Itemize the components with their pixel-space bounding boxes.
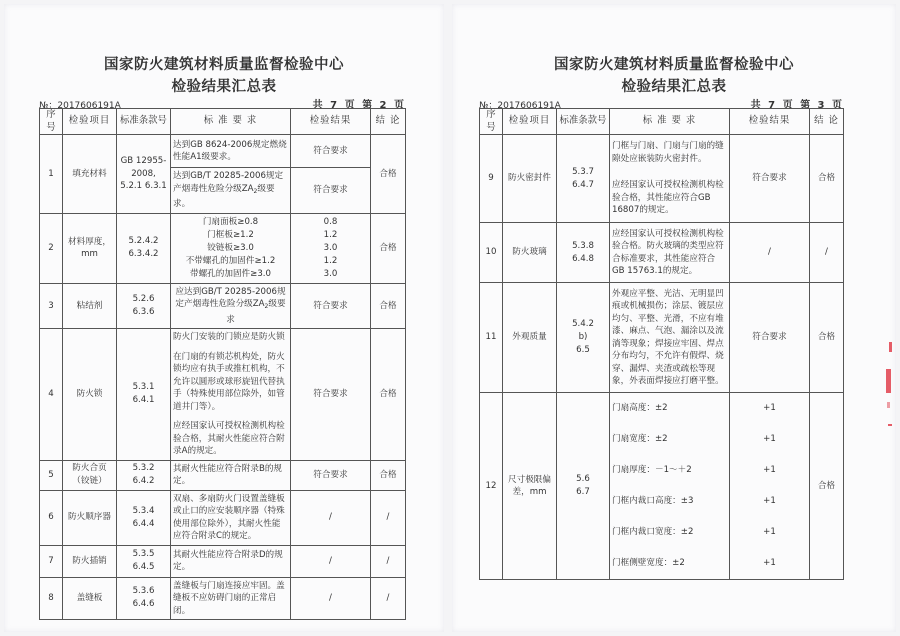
requirement-paragraph: 应经国家认可授权检测机构检验合格，其性能应符合GB 16807的规定。 bbox=[612, 180, 724, 216]
row-clause bbox=[117, 283, 171, 329]
report-page-3 bbox=[452, 4, 896, 632]
requirement-paragraph: 在门扇的有锁芯机构处，防火锁均应有执手或推杠机构，不允许以圆形或球形旋钮代替执手（特殊使用部位除外，如管道井门等）。 bbox=[173, 351, 285, 412]
row-item: 防火锁 bbox=[63, 329, 117, 461]
result-line: +1 bbox=[763, 434, 776, 444]
row-clause bbox=[557, 283, 610, 393]
clause-line: 6.5 bbox=[576, 345, 590, 355]
row-number: 1 bbox=[40, 135, 63, 214]
requirement-line: 门扇面板≥0.8 bbox=[202, 216, 259, 227]
row-item: 防火玻璃 bbox=[503, 223, 557, 283]
table-row bbox=[40, 213, 406, 283]
row-number: 9 bbox=[480, 135, 503, 223]
row-requirement bbox=[171, 283, 291, 329]
clause-line: 6.4.6 bbox=[132, 599, 155, 610]
row-conclusion: 合格 bbox=[371, 329, 406, 461]
row-item: 防火顺序器 bbox=[63, 490, 117, 545]
row-conclusion: 合格 bbox=[810, 283, 844, 393]
requirement-text: 达到GB/T 20285-2006规定产烟毒性危险分级ZA bbox=[173, 171, 284, 194]
row-item bbox=[63, 460, 117, 490]
row-conclusion: 合格 bbox=[810, 393, 844, 580]
row-requirement bbox=[610, 393, 730, 580]
row-item: 材料厚度，mm bbox=[63, 213, 117, 283]
row-conclusion: 合格 bbox=[371, 283, 406, 329]
row-requirement: 其耐火性能应符合附录D的规定。 bbox=[171, 545, 291, 577]
row-result: 符合要求 bbox=[291, 460, 371, 490]
row-conclusion: / bbox=[371, 577, 406, 620]
result-line: +1 bbox=[763, 496, 776, 506]
row-result: / bbox=[291, 545, 371, 577]
clause-line: 5.3.2 bbox=[132, 463, 155, 473]
requirement-paragraph: 门框与门扇、门扇与门扇的缝隙处应嵌装防火密封件。 bbox=[612, 141, 724, 164]
clause-line: 6.4.1 bbox=[132, 395, 155, 406]
row-number: 4 bbox=[40, 329, 63, 461]
clause-line: 5.3.4 bbox=[132, 505, 155, 516]
requirement-line: 门框内裁口宽度：±2 bbox=[612, 527, 694, 537]
row-clause bbox=[117, 490, 171, 545]
row-result: 符合要求 bbox=[291, 135, 371, 168]
row-item: 填充材料 bbox=[63, 135, 117, 214]
row-item: 防火密封件 bbox=[503, 135, 557, 223]
requirement-text: 级要求 bbox=[226, 299, 286, 325]
table-row bbox=[40, 283, 406, 329]
seal-fragment bbox=[889, 342, 892, 352]
page-info: 共 7 页 第 3 页 bbox=[750, 100, 844, 111]
requirement-line: 带螺孔的加固件≥3.0 bbox=[189, 268, 272, 279]
col-header-requirement: 标 准 要 求 bbox=[171, 109, 291, 135]
col-header-clause: 标准条款号 bbox=[557, 109, 610, 135]
clause-line: 5.2.6 bbox=[132, 293, 155, 304]
row-number: 12 bbox=[480, 393, 503, 580]
row-number: 8 bbox=[40, 577, 63, 620]
clause-line: 5.3.5 bbox=[132, 549, 155, 559]
seal-fragment bbox=[888, 424, 892, 426]
row-result: 符合要求 bbox=[291, 329, 371, 461]
row-result: / bbox=[730, 223, 810, 283]
page-info: 共 7 页 第 2 页 bbox=[312, 100, 406, 111]
row-requirement: 应经国家认可授权检测机构检验合格。防火玻璃的类型应符合标准要求，其性能应符合GB 15763.1的规定。 bbox=[610, 223, 730, 283]
table-row bbox=[40, 329, 406, 461]
requirement-line: 门扇厚度：－1～＋2 bbox=[612, 465, 692, 475]
result-line: 3.0 bbox=[323, 268, 338, 279]
requirement-line: 门扇高度：±2 bbox=[612, 403, 668, 413]
col-header-no: 序号 bbox=[40, 109, 63, 135]
table-row bbox=[480, 223, 844, 283]
report-number-value: 2017606191A bbox=[497, 101, 561, 111]
row-number: 11 bbox=[480, 283, 503, 393]
row-requirement bbox=[610, 135, 730, 223]
clause-line: 6.7 bbox=[576, 487, 590, 497]
row-result: / bbox=[291, 490, 371, 545]
clause-line: 5.2.4.2 bbox=[128, 236, 159, 246]
row-clause bbox=[117, 577, 171, 620]
col-header-requirement: 标 准 要 求 bbox=[610, 109, 730, 135]
requirement-line: 不带螺孔的加固件≥1.2 bbox=[185, 255, 276, 266]
doc-title: 检验结果汇总表 bbox=[621, 79, 727, 95]
row-requirement: 盖缝板与门扇连接应牢固。盖缝板不应妨碍门扇的正常启闭。 bbox=[171, 577, 291, 620]
item-line: 防火合页 bbox=[72, 463, 107, 473]
row-conclusion: / bbox=[371, 490, 406, 545]
row-result: 符合要求 bbox=[730, 135, 810, 223]
item-line: （铰链） bbox=[72, 476, 107, 486]
doc-title: 检验结果汇总表 bbox=[171, 79, 277, 95]
requirement-paragraph: 应经国家认可授权检测机构检验合格，其耐火性能应符合附录A的规定。 bbox=[173, 421, 285, 456]
row-requirement: 达到GB 8624-2006规定燃烧性能A1级要求。 bbox=[171, 135, 291, 168]
seal-fragment bbox=[886, 369, 891, 393]
row-conclusion: 合格 bbox=[810, 135, 844, 223]
clause-line: 6.4.2 bbox=[132, 476, 155, 486]
row-requirement: 双扇、多扇防火门设置盖缝板或止口的应安装顺序器（特殊使用部位除外），其耐火性能应符合附录C的规定。 bbox=[171, 490, 291, 545]
result-line: +1 bbox=[763, 465, 776, 475]
col-header-result: 检验结果 bbox=[291, 109, 371, 135]
row-requirement bbox=[171, 329, 291, 461]
row-conclusion: / bbox=[810, 223, 844, 283]
requirement-paragraph: 防火门安装的门锁应是防火锁 bbox=[173, 332, 285, 342]
table-row bbox=[40, 577, 406, 620]
report-number-value: 2017606191A bbox=[57, 101, 121, 111]
row-clause bbox=[117, 545, 171, 577]
requirement-text: 应达到GB/T 20285-2006规定产烟毒性危险分级ZA bbox=[175, 286, 286, 309]
col-header-item: 检验项目 bbox=[503, 109, 557, 135]
org-title: 国家防火建筑材料质量监督检验中心 bbox=[554, 57, 794, 73]
row-number: 3 bbox=[40, 283, 63, 329]
result-line: +1 bbox=[763, 558, 776, 568]
result-line: 3.0 bbox=[323, 242, 338, 253]
row-requirement bbox=[171, 168, 291, 214]
report-number-label: №： bbox=[479, 101, 498, 111]
clause-line: 6.4.7 bbox=[572, 179, 594, 190]
row-result bbox=[730, 393, 810, 580]
clause-line: 6.4.5 bbox=[132, 562, 155, 572]
results-table bbox=[479, 108, 844, 580]
clause-line: 6.3.6 bbox=[132, 306, 155, 317]
subscript: 2 bbox=[253, 187, 258, 195]
row-clause bbox=[557, 393, 610, 580]
row-result: 符合要求 bbox=[291, 168, 371, 214]
row-clause bbox=[117, 329, 171, 461]
row-conclusion: 合格 bbox=[371, 213, 406, 283]
table-header-row bbox=[40, 109, 406, 135]
row-result bbox=[291, 213, 371, 283]
row-clause bbox=[117, 460, 171, 490]
table-row bbox=[480, 393, 844, 580]
row-item: 粘结剂 bbox=[63, 283, 117, 329]
row-number: 2 bbox=[40, 213, 63, 283]
requirement-line: 门框板≥1.2 bbox=[207, 229, 254, 240]
clause-line: 5.3.8 bbox=[572, 240, 594, 251]
table-header-row bbox=[480, 109, 844, 135]
col-header-result: 检验结果 bbox=[730, 109, 810, 135]
table-row bbox=[40, 490, 406, 545]
clause-line: 5.3.6 bbox=[132, 586, 155, 597]
row-requirement: 其耐火性能应符合附录B的规定。 bbox=[171, 460, 291, 490]
row-number: 5 bbox=[40, 460, 63, 490]
clause-line: 6.3.4.2 bbox=[128, 249, 159, 259]
table-row bbox=[40, 135, 406, 168]
result-line: 0.8 bbox=[323, 216, 338, 227]
row-item: 尺寸极限偏差，mm bbox=[503, 393, 557, 580]
col-header-conclusion: 结 论 bbox=[810, 109, 844, 135]
requirement-text: 级要求。 bbox=[173, 183, 275, 209]
row-clause bbox=[117, 213, 171, 283]
row-clause bbox=[557, 223, 610, 283]
seal-fragment bbox=[887, 402, 890, 408]
row-clause: GB 12955-2008, 5.2.1 6.3.1 bbox=[117, 135, 171, 214]
clause-line: 5.4.2 bbox=[572, 319, 594, 329]
col-header-conclusion: 结 论 bbox=[371, 109, 406, 135]
col-header-clause: 标准条款号 bbox=[117, 109, 171, 135]
report-number-label: №： bbox=[39, 101, 58, 111]
results-table bbox=[39, 108, 406, 620]
report-page-2 bbox=[4, 4, 444, 632]
row-item: 防火插销 bbox=[63, 545, 117, 577]
subscript: 2 bbox=[264, 303, 269, 310]
col-header-item: 检验项目 bbox=[63, 109, 117, 135]
row-result: / bbox=[291, 577, 371, 620]
row-result: 符合要求 bbox=[291, 283, 371, 329]
row-item: 外观质量 bbox=[503, 283, 557, 393]
clause-line: 5.3.1 bbox=[132, 382, 155, 393]
table-row bbox=[480, 135, 844, 223]
clause-line: 6.4.4 bbox=[132, 518, 155, 529]
row-requirement bbox=[171, 213, 291, 283]
row-item: 盖缝板 bbox=[63, 577, 117, 620]
row-requirement: 外观应平整、光洁、无明显凹痕或机械损伤；涂层、镀层应均匀、平整、光滑，不应有堆漆、麻点、气泡、漏涂以及流淌等现象；焊接应牢固、焊点分布均匀，不允许有假焊、烧穿、漏焊、夹渣或疏松等现象，外表面焊接应打磨平整。 bbox=[610, 283, 730, 393]
table-row bbox=[480, 283, 844, 393]
row-number: 7 bbox=[40, 545, 63, 577]
col-header-no: 序号 bbox=[480, 109, 503, 135]
clause-line: b) bbox=[578, 332, 588, 342]
result-line: +1 bbox=[763, 527, 776, 537]
clause-line: 5.6 bbox=[576, 474, 590, 484]
result-line: 1.2 bbox=[323, 229, 338, 240]
row-number: 10 bbox=[480, 223, 503, 283]
row-conclusion: / bbox=[371, 545, 406, 577]
requirement-line: 门框侧壁宽度：±2 bbox=[612, 558, 685, 568]
result-line: +1 bbox=[763, 403, 776, 413]
table-row bbox=[40, 460, 406, 490]
clause-line: 5.3.7 bbox=[572, 166, 594, 177]
row-clause bbox=[557, 135, 610, 223]
result-line: 1.2 bbox=[323, 255, 338, 266]
requirement-line: 门扇宽度：±2 bbox=[612, 434, 668, 444]
clause-line: 6.4.8 bbox=[572, 253, 594, 264]
row-result: 符合要求 bbox=[730, 283, 810, 393]
requirement-line: 门框内裁口高度：±3 bbox=[612, 496, 694, 506]
row-conclusion: 合格 bbox=[371, 135, 406, 214]
row-conclusion: 合格 bbox=[371, 460, 406, 490]
table-row bbox=[40, 545, 406, 577]
row-number: 6 bbox=[40, 490, 63, 545]
requirement-line: 铰链板≥3.0 bbox=[207, 242, 254, 253]
org-title: 国家防火建筑材料质量监督检验中心 bbox=[104, 57, 344, 73]
